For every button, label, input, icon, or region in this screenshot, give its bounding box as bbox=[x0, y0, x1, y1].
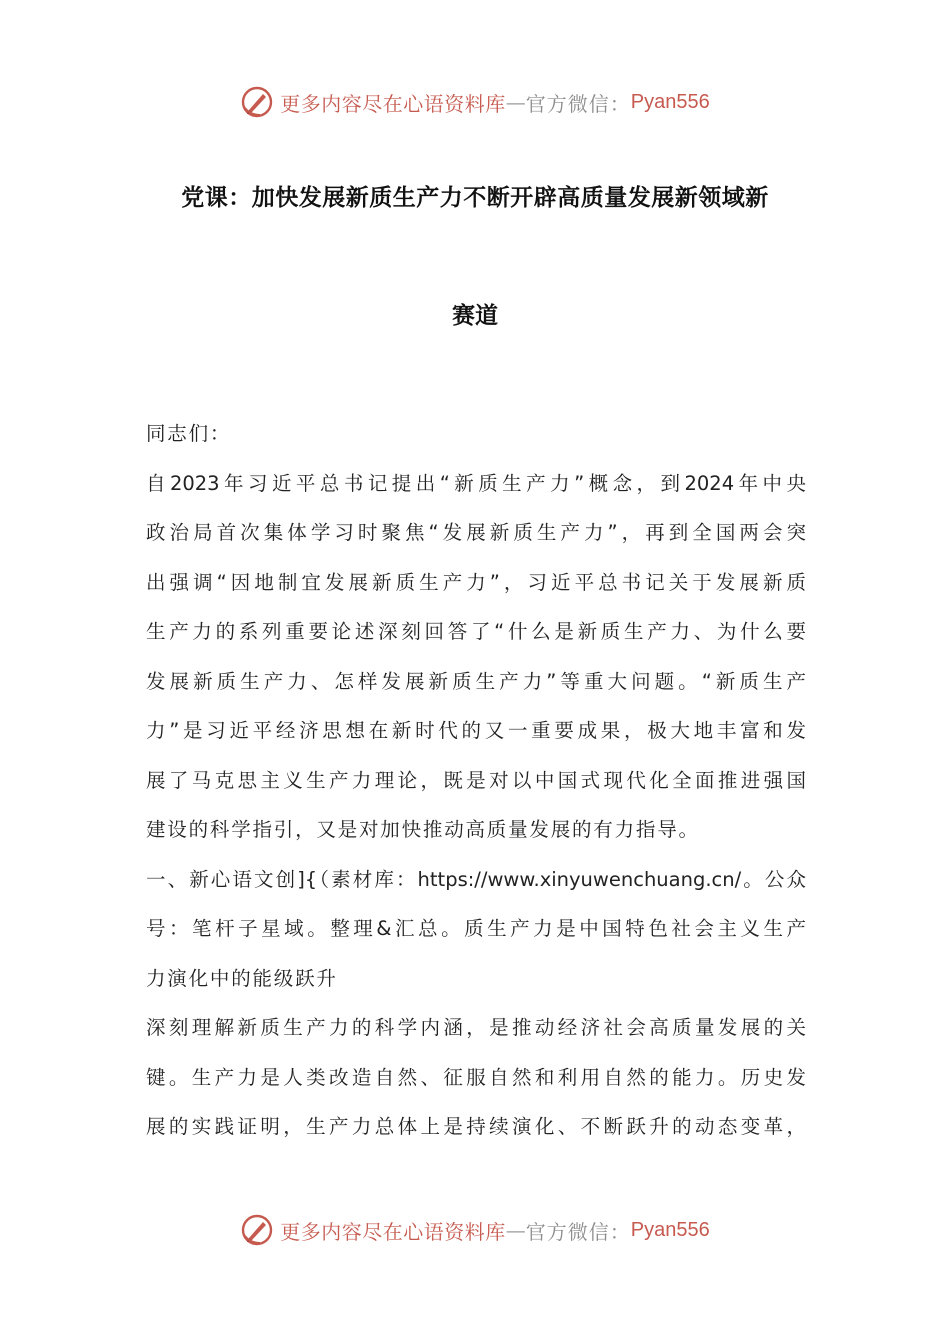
body-line: 一、新心语文创]{（素材库：https://www.xinyuwenchuang.cn/。公众 bbox=[146, 867, 806, 891]
body-line: 生产力的系列重要论述深刻回答了“什么是新质生产力、为什么要 bbox=[146, 620, 806, 643]
body-line: 建设的科学指引，又是对加快推动高质量发展的有力指导。 bbox=[146, 818, 700, 841]
body-line: 力”是习近平经济思想在新时代的又一重要成果，极大地丰富和发 bbox=[146, 719, 806, 742]
banner-wechat-id: Pyan556 bbox=[630, 90, 710, 113]
body-line: 深刻理解新质生产力的科学内涵，是推动经济社会高质量发展的关 bbox=[146, 1016, 806, 1039]
footer-watermark-banner bbox=[0, 1210, 950, 1250]
document-title-line-2: 赛道 bbox=[452, 302, 498, 329]
body-line: 号：笔杆子星域。整理&汇总。质生产力是中国特色社会主义生产 bbox=[146, 917, 806, 940]
header-watermark-banner bbox=[0, 82, 950, 122]
body-line: 力演化中的能级跃升 bbox=[146, 966, 338, 990]
pen-logo-icon bbox=[240, 1213, 274, 1247]
banner-dash: — bbox=[505, 1218, 526, 1242]
banner-wechat-id: Pyan556 bbox=[630, 1218, 710, 1241]
body-line: 展的实践证明，生产力总体上是持续演化、不断跃升的动态变革， bbox=[146, 1115, 806, 1138]
body-line: 自2023年习近平总书记提出“新质生产力”概念，到2024年中央 bbox=[146, 471, 806, 495]
document-body bbox=[146, 418, 806, 1161]
body-line: 政治局首次集体学习时聚焦“发展新质生产力”，再到全国两会突 bbox=[146, 521, 806, 544]
banner-sub-text: 官方微信： bbox=[525, 1219, 631, 1244]
body-line: 展了马克思主义生产力理论，既是对以中国式现代化全面推进强国 bbox=[146, 768, 806, 792]
document-title-line-1: 党课：加快发展新质生产力不断开辟高质量发展新领域新 bbox=[181, 184, 769, 211]
body-line: 同志们： bbox=[146, 422, 232, 445]
banner-dash: — bbox=[505, 90, 526, 114]
banner-main-text: 更多内容尽在心语资料库 bbox=[280, 1219, 506, 1244]
pen-logo-icon bbox=[240, 85, 274, 119]
banner-main-text: 更多内容尽在心语资料库 bbox=[280, 91, 506, 116]
banner-sub-text: 官方微信： bbox=[525, 91, 631, 116]
body-line: 键。生产力是人类改造自然、征服自然和利用自然的能力。历史发 bbox=[146, 1065, 806, 1089]
body-line: 出强调“因地制宜发展新质生产力”，习近平总书记关于发展新质 bbox=[146, 570, 806, 594]
body-line: 发展新质生产力、怎样发展新质生产力”等重大问题。“新质生产 bbox=[146, 669, 806, 693]
